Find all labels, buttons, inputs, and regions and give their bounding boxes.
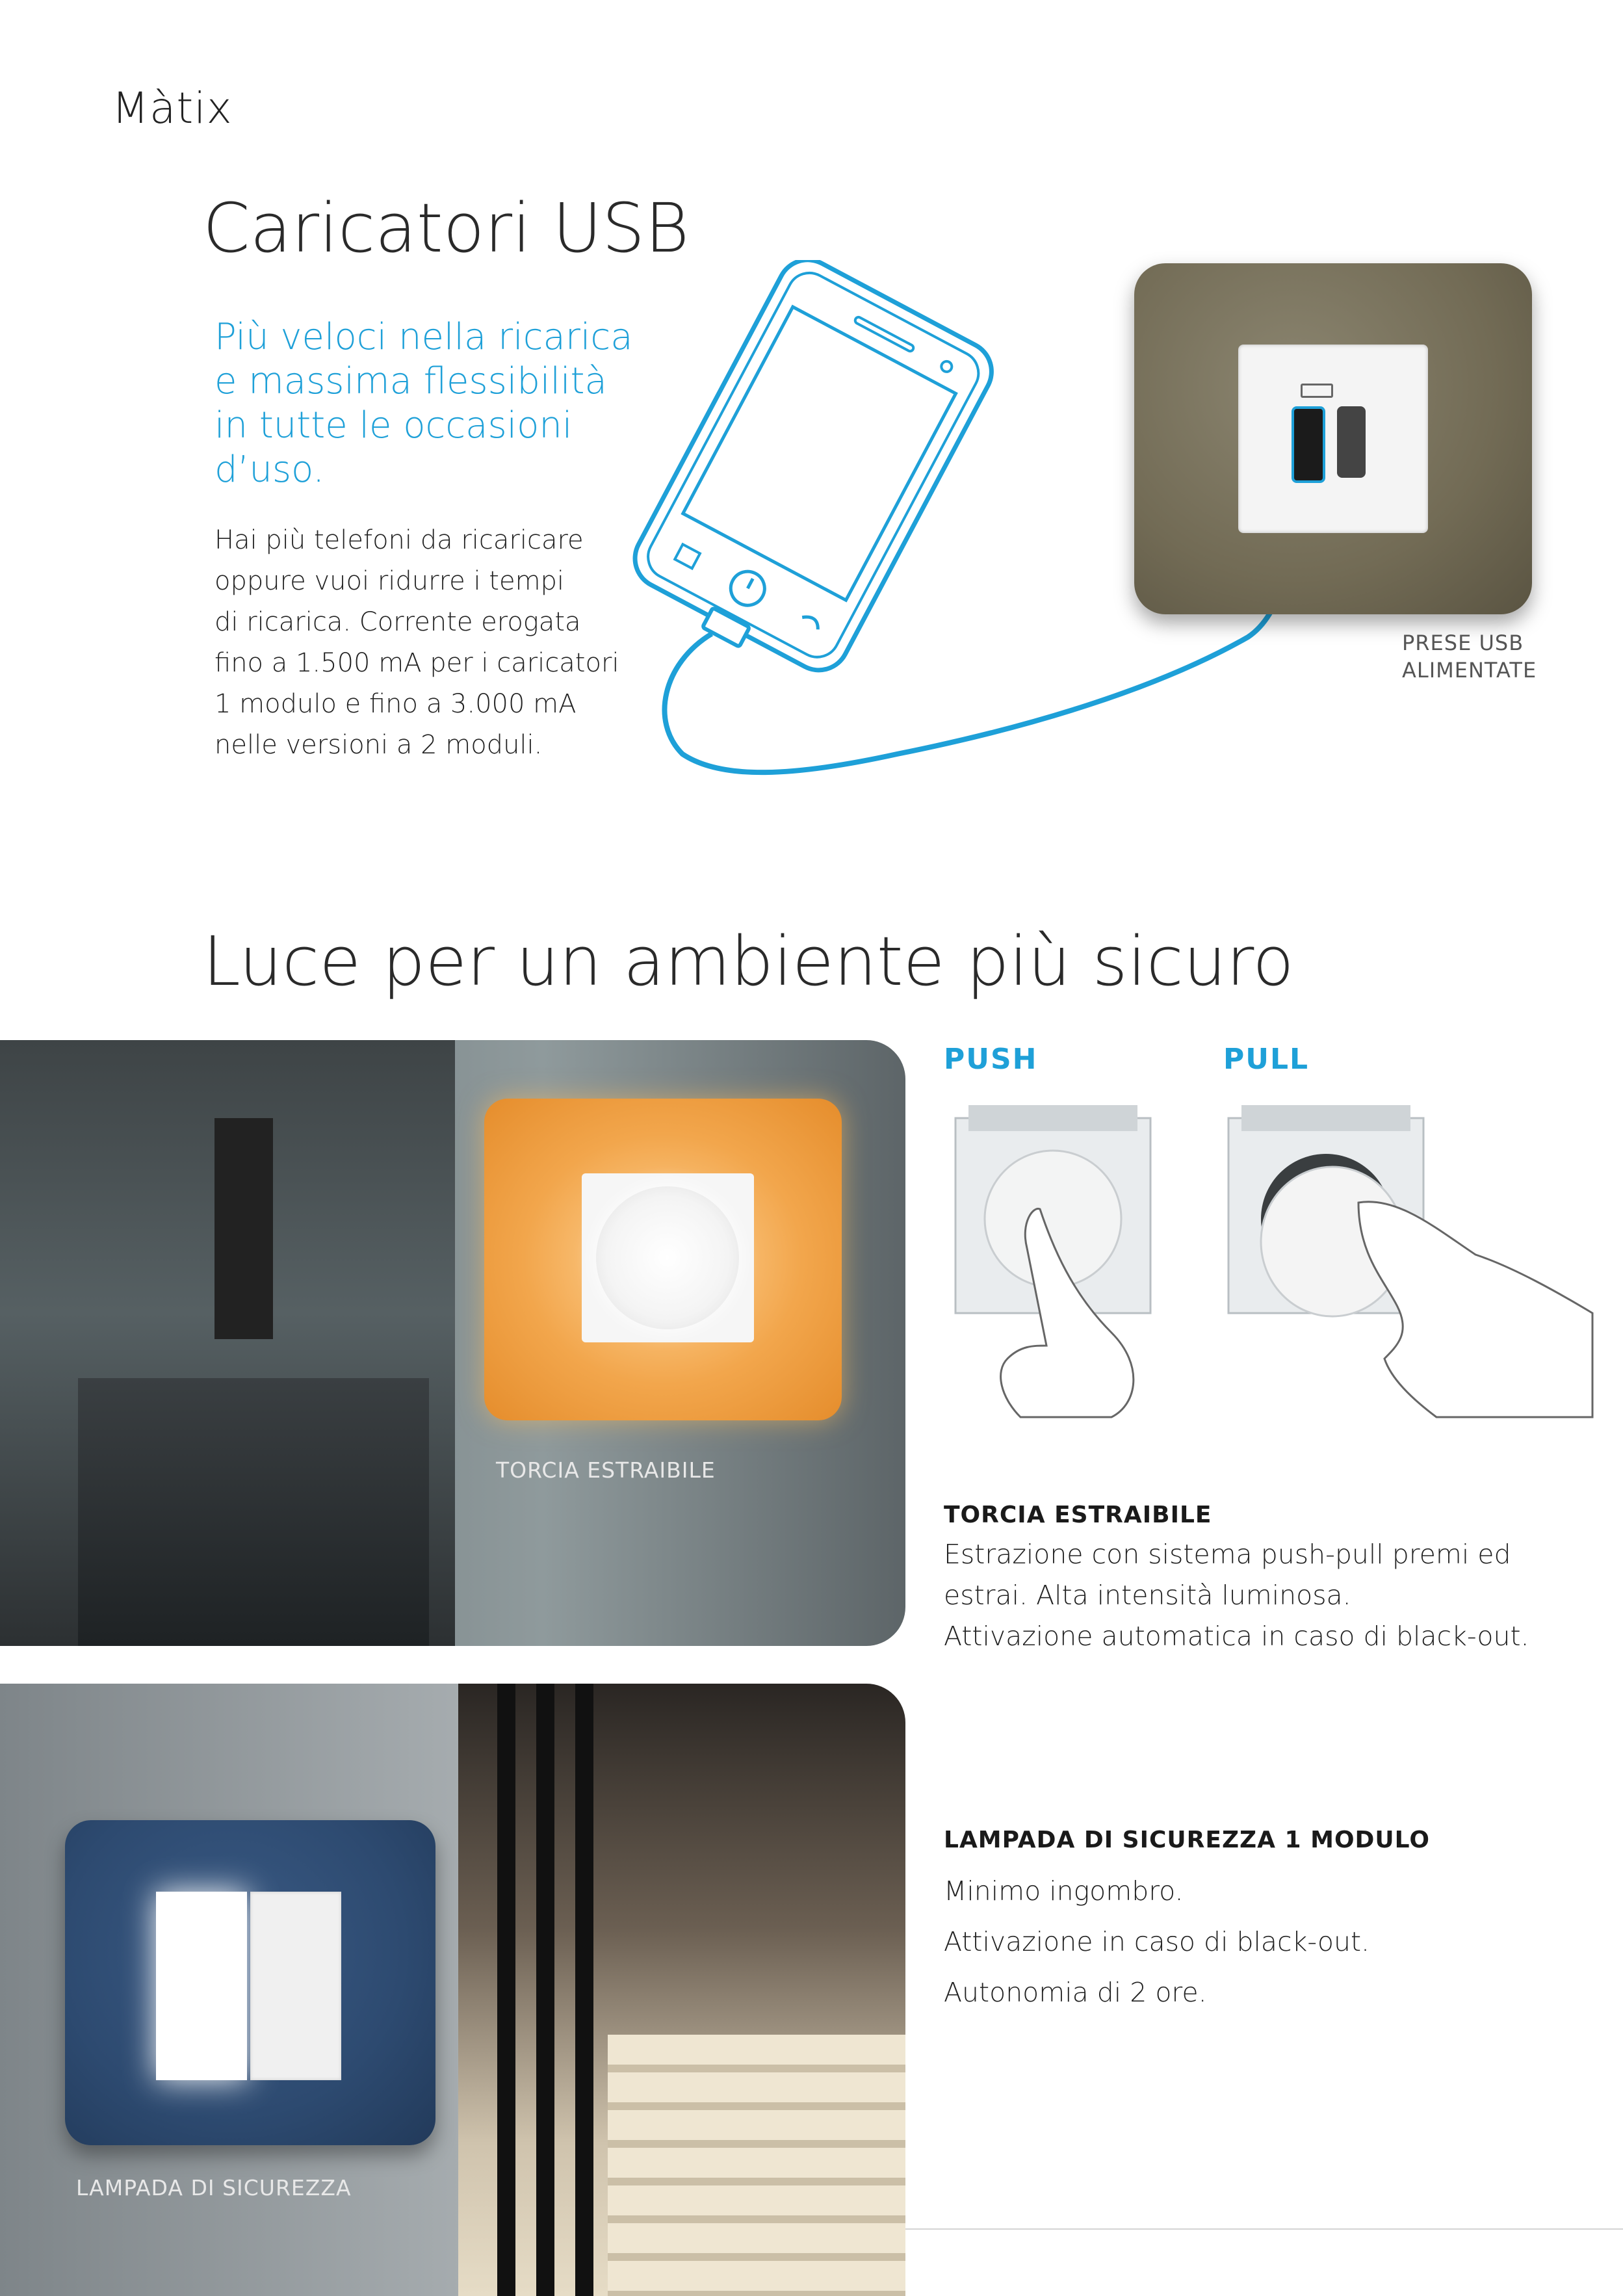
usb-body-line: di ricarica. Corrente erogata: [214, 607, 581, 637]
usb-body-line: nelle versioni a 2 moduli.: [214, 730, 543, 760]
torch-description-line: Estrazione con sistema push-pull premi ed: [944, 1539, 1511, 1570]
usb-body-line: 1 modulo e fino a 3.000 mA: [214, 689, 577, 719]
torch-plate: [484, 1099, 842, 1420]
smartphone-icon: [625, 260, 1002, 681]
lamp-description: [944, 1866, 1370, 2018]
stairs-bar: [575, 1684, 593, 2296]
torch-description-line: estrai. Alta intensità luminosa.: [944, 1580, 1351, 1611]
torch-caption: TORCIA ESTRAIBILE: [496, 1457, 716, 1483]
light-section-title: Luce per un ambiente più sicuro: [203, 922, 1294, 1001]
usb-caption: [1402, 629, 1537, 684]
usb-lead-line: e massima flessibilità: [214, 360, 607, 402]
usb-socket-plate: [1134, 263, 1532, 614]
usb-body-line: oppure vuoi ridurre i tempi: [214, 566, 565, 596]
usb-caption-line: PRESE USB: [1402, 631, 1524, 655]
lamp-description-line: Attivazione in caso di black-out.: [944, 1926, 1370, 1957]
usb-lead-line: Più veloci nella ricarica: [214, 316, 633, 358]
usb-body-line: Hai più telefoni da ricaricare: [214, 525, 584, 555]
battery-icon: [1301, 384, 1333, 398]
torch-lens: [596, 1186, 739, 1329]
stairs-steps: [608, 2035, 905, 2296]
usb-port-b: [1337, 406, 1366, 478]
usb-body-text: [214, 520, 619, 766]
usb-port-a: [1292, 406, 1325, 483]
push-label: PUSH: [944, 1043, 1038, 1076]
lamp-photo-panel: [0, 1684, 905, 2296]
torch-photo-panel: [0, 1040, 905, 1646]
usb-section-title: Caricatori USB: [203, 189, 690, 268]
lamp-module-lit: [156, 1892, 247, 2080]
usb-socket-module: [1238, 345, 1428, 533]
lamp-description-line: Minimo ingombro.: [944, 1875, 1184, 1907]
usb-lead-line: d’uso.: [214, 449, 325, 491]
footer-divider: [905, 2228, 1623, 2230]
stairs-photo: [458, 1684, 905, 2296]
stairs-bar: [536, 1684, 554, 2296]
corridor-photo: [0, 1040, 455, 1646]
lamp-module-switch: [250, 1892, 341, 2080]
torch-description-line: Attivazione automatica in caso di black-out.: [944, 1621, 1529, 1652]
torch-heading: TORCIA ESTRAIBILE: [944, 1502, 1212, 1528]
usb-lead: [214, 315, 656, 492]
push-pull-illustration: [942, 1099, 1599, 1424]
lamp-caption: LAMPADA DI SICUREZZA: [76, 2175, 352, 2200]
usb-plug-icon: [703, 608, 749, 647]
torch-module: [582, 1173, 754, 1342]
lamp-plate: [65, 1820, 435, 2145]
usb-lead-line: in tutte le occasioni: [214, 404, 573, 447]
brand-label: Màtix: [112, 83, 233, 133]
usb-caption-line: ALIMENTATE: [1402, 658, 1537, 683]
lamp-description-line: Autonomia di 2 ore.: [944, 1977, 1207, 2008]
torch-description: [944, 1534, 1529, 1657]
pull-label: PULL: [1223, 1043, 1310, 1076]
lamp-heading: LAMPADA DI SICUREZZA 1 MODULO: [944, 1827, 1430, 1853]
corridor-door: [214, 1118, 273, 1339]
usb-body-line: fino a 1.500 mA per i caricatori: [214, 648, 619, 678]
stairs-bar: [497, 1684, 515, 2296]
corridor-floor: [78, 1378, 429, 1646]
